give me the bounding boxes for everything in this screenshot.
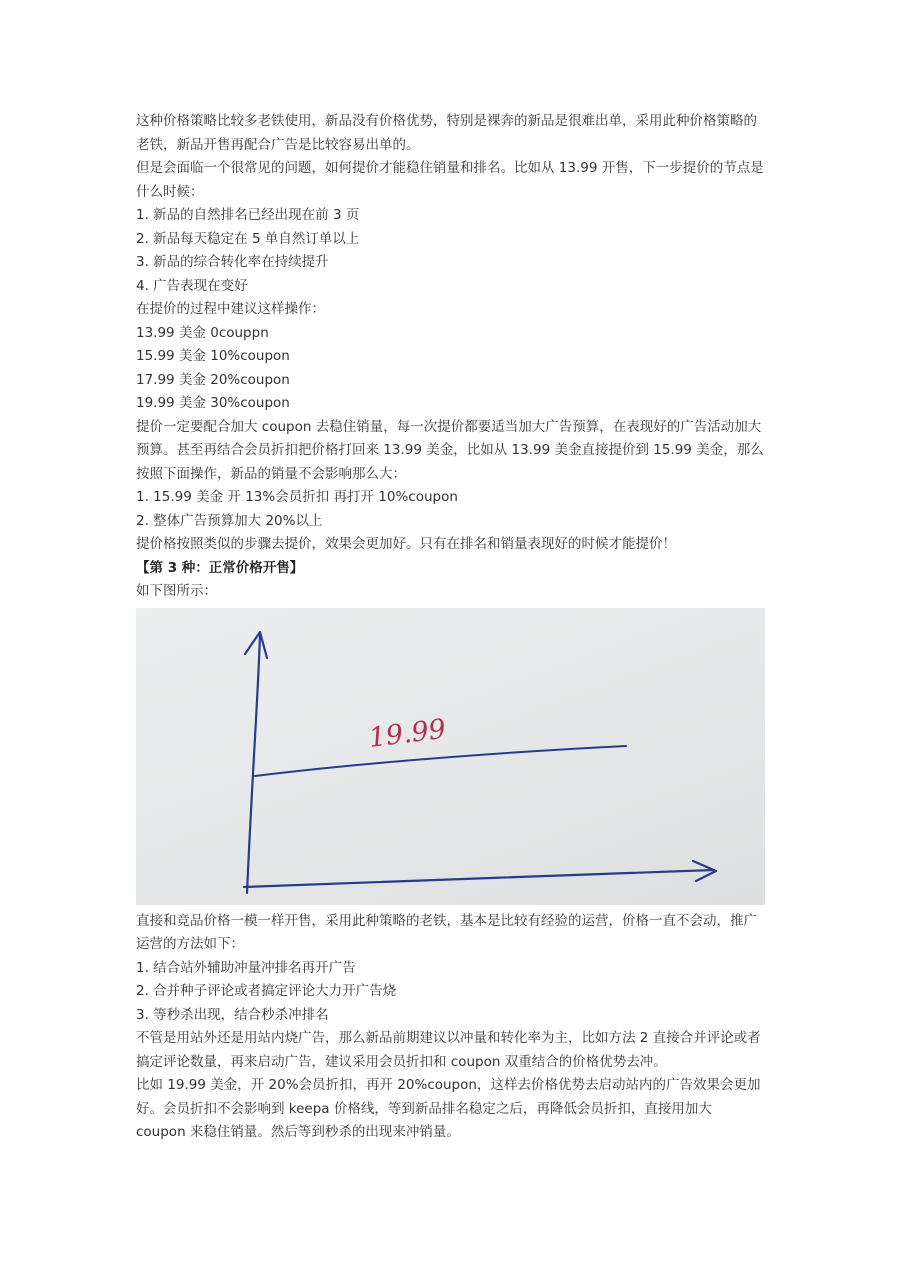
section-2 bbox=[136, 910, 768, 1145]
list-item: 1. 15.99 美金 开 13%会员折扣 再打开 10%coupon bbox=[136, 489, 458, 505]
paragraph-line: 提价格按照类似的步骤去提价，效果会更加好。只有在排名和销量表现好的时候才能提价！ bbox=[136, 536, 676, 552]
paragraph-line: 按照下面操作，新品的销量不会影响那么大： bbox=[136, 465, 406, 482]
paragraph-line: 比如 19.99 美金，开 20%会员折扣，再开 20%coupon，这样去价格优势去启动站内的广告效果会更加 bbox=[136, 1077, 761, 1093]
list-item: 1. 结合站外辅助冲量冲排名再开广告 bbox=[136, 959, 356, 976]
list-item: 2. 合并种子评论或者搞定评论大力开广告烧 bbox=[136, 983, 397, 999]
list-item: 1. 新品的自然排名已经出现在前 3 页 bbox=[136, 207, 360, 223]
y-axis-arrowhead bbox=[245, 632, 267, 658]
list-item: 2. 新品每天稳定在 5 单自然订单以上 bbox=[136, 230, 360, 247]
price-step: 13.99 美金 0couppn bbox=[136, 324, 269, 341]
paragraph-line: 预算。甚至再结合会员折扣把价格打回来 13.99 美金，比如从 13.99 美金直接提价到 15.99 美金，那么 bbox=[136, 442, 764, 458]
paragraph-line: 搞定评论数量，再来启动广告，建议采用会员折扣和 coupon 双重结合的价格优势去冲。 bbox=[136, 1053, 667, 1070]
price-label: 19.99 bbox=[367, 713, 448, 754]
paragraph-line: 什么时候： bbox=[136, 183, 204, 200]
section-1 bbox=[136, 110, 768, 557]
paragraph-line: 好。会员折扣不会影响到 keepa 价格线，等到新品排名稳定之后，再降低会员折扣，直接用加大 bbox=[136, 1100, 712, 1117]
paragraph-line: 运营的方法如下： bbox=[136, 936, 244, 952]
price-line bbox=[255, 746, 626, 776]
price-step: 19.99 美金 30%coupon bbox=[136, 395, 290, 411]
paragraph-line: 但是会面临一个很常见的问题，如何提价才能稳住销量和排名。比如从 13.99 开售，下一步提价的节点是 bbox=[136, 160, 764, 176]
price-step: 17.99 美金 20%coupon bbox=[136, 371, 290, 388]
hand-drawn-price-chart bbox=[136, 608, 765, 905]
price-chart-drawing bbox=[136, 608, 765, 905]
paragraph-line: 不管是用站外还是用站内烧广告，那么新品前期建议以冲量和转化率为主，比如方法 2 直接合并评论或者 bbox=[136, 1030, 761, 1046]
paragraph-line: 在提价的过程中建议这样操作： bbox=[136, 301, 325, 317]
list-item: 3. 新品的综合转化率在持续提升 bbox=[136, 254, 329, 270]
list-item: 4. 广告表现在变好 bbox=[136, 277, 248, 294]
x-axis-line bbox=[244, 870, 714, 887]
paragraph-line: coupon 来稳住销量。然后等到秒杀的出现来冲销量。 bbox=[136, 1124, 460, 1140]
list-item: 2. 整体广告预算加大 20%以上 bbox=[136, 512, 323, 529]
paragraph-line: 这种价格策略比较多老铁使用，新品没有价格优势，特别是裸奔的新品是很难出单，采用此种价格策略的 bbox=[136, 113, 757, 129]
y-axis-line bbox=[247, 634, 260, 893]
section-heading: 【第 3 种：正常价格开售】 bbox=[136, 559, 304, 576]
list-item: 3. 等秒杀出现，结合秒杀冲排名 bbox=[136, 1006, 329, 1023]
price-step: 15.99 美金 10%coupon bbox=[136, 348, 290, 364]
paragraph-line: 直接和竞品价格一模一样开售，采用此种策略的老铁，基本是比较有经验的运营，价格一直不会动，推广 bbox=[136, 912, 757, 929]
paragraph-line: 提价一定要配合加大 coupon 去稳住销量，每一次提价都要适当加大广告预算，在表现好的广告活动加大 bbox=[136, 418, 762, 435]
document-body bbox=[136, 110, 768, 1145]
paragraph-line: 老铁，新品开售再配合广告是比较容易出单的。 bbox=[136, 136, 420, 153]
figure-caption: 如下图所示： bbox=[136, 583, 217, 599]
